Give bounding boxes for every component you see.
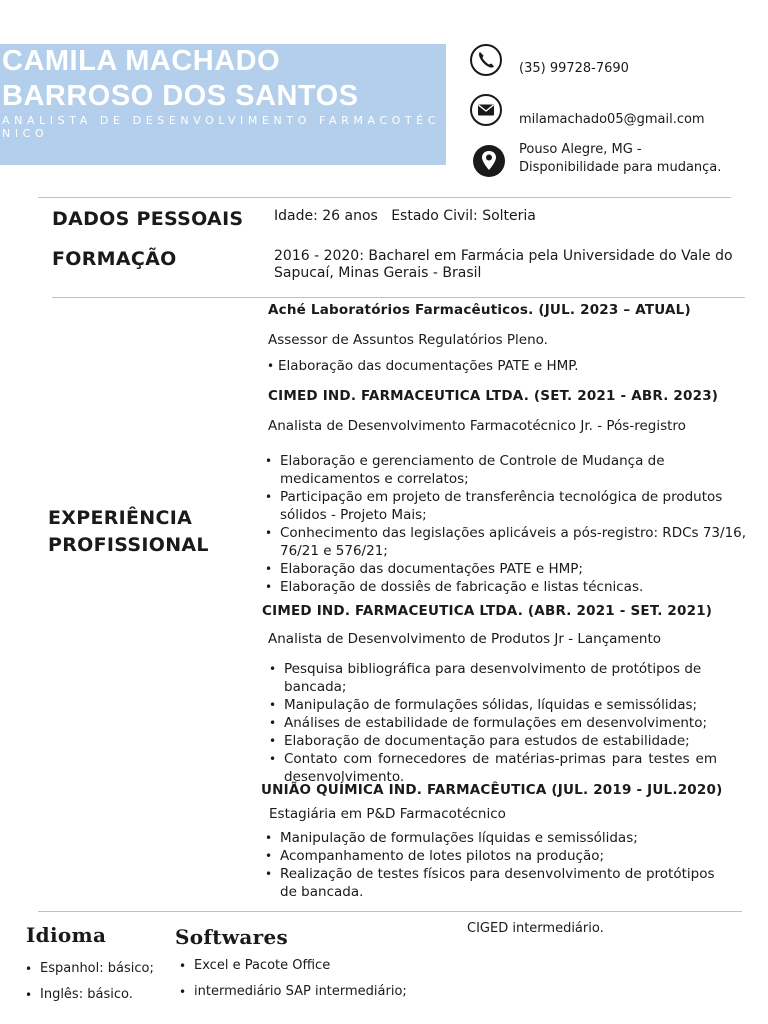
software-title: Softwares (175, 925, 289, 949)
list-item: • Inglês: básico. (23, 982, 183, 1008)
location-line-1: Pouso Alegre, MG - (519, 142, 642, 157)
experience-title-line-1: EXPERIÊNCIA (48, 507, 193, 529)
languages-title: Idioma (26, 923, 107, 947)
location-icon (472, 144, 506, 178)
list-item: • Análises de estabilidade de formulações em desenvolvimento; (267, 714, 717, 732)
email-icon (469, 93, 503, 127)
divider (38, 197, 731, 198)
job-bullets (265, 357, 745, 375)
list-item: • Participação em projeto de transferência tecnológica de produtos sólidos - Projeto Mais; (263, 488, 749, 524)
name-line-1: CAMILA MACHADO (2, 45, 281, 77)
job-subtitle: ANALISTA DE DESENVOLVIMENTO FARMACOTÉCNICO (2, 114, 441, 140)
job-bullets (263, 452, 749, 596)
job-company: Aché Laboratórios Farmacêuticos. (JUL. 2023 – ATUAL) (268, 302, 691, 318)
list-item: • Conhecimento das legislações aplicáveis a pós-registro: RDCs 73/16, 76/21 e 576/21; (263, 524, 749, 560)
list-item: • Elaboração e gerenciamento de Controle de Mudança de medicamentos e correlatos; (263, 452, 749, 488)
job-company: CIMED IND. FARMACEUTICA LTDA. (ABR. 2021 - SET. 2021) (262, 603, 713, 619)
personal-data-title: DADOS PESSOAIS (52, 208, 244, 230)
education-text: 2016 - 2020: Bacharel em Farmácia pela Universidade do Vale do Sapucaí, Minas Gerais - Brasil (274, 248, 733, 281)
job-bullets (263, 829, 723, 901)
list-item: • Realização de testes físicos para desenvolvimento de protótipos de bancada. (263, 865, 723, 901)
phone-text: (35) 99728-7690 (519, 61, 629, 76)
job-role: Assessor de Assuntos Regulatórios Pleno. (268, 332, 548, 348)
phone-icon (469, 43, 503, 77)
job-role: Estagiária em P&D Farmacotécnico (269, 806, 506, 822)
divider (38, 911, 742, 912)
job-company: CIMED IND. FARMACEUTICA LTDA. (SET. 2021 - ABR. 2023) (268, 388, 719, 404)
job-bullets (267, 660, 717, 786)
name-line-2: BARROSO DOS SANTOS (2, 80, 359, 112)
personal-data-text: Idade: 26 anos Estado Civil: Solteria (274, 208, 536, 224)
education-title: FORMAÇÃO (52, 248, 177, 270)
languages-list (23, 956, 183, 1008)
experience-title-line-2: PROFISSIONAL (48, 534, 209, 556)
list-item: • Elaboração das documentações PATE e HMP. (265, 357, 745, 375)
list-item: • Elaboração de dossiês de fabricação e listas técnicas. (263, 578, 749, 596)
job-role: Analista de Desenvolvimento Farmacotécnico Jr. - Pós-registro (268, 418, 686, 434)
list-item: • Espanhol: básico; (23, 956, 183, 982)
list-item: • Manipulação de formulações sólidas, líquidas e semissólidas; (267, 696, 717, 714)
list-item: • Manipulação de formulações líquidas e semissólidas; (263, 829, 723, 847)
list-item: • Excel e Pacote Office (177, 953, 437, 979)
list-item: • intermediário SAP intermediário; (177, 979, 437, 1005)
divider (52, 297, 745, 298)
list-item: • Elaboração de documentação para estudos de estabilidade; (267, 732, 717, 750)
list-item: • Acompanhamento de lotes pilotos na produção; (263, 847, 723, 865)
list-item: • Pesquisa bibliográfica para desenvolvimento de protótipos de bancada; (267, 660, 717, 696)
list-item: • Contato com fornecedores de matérias-primas para testes em desenvolvimento. (267, 750, 717, 786)
software-extra: CIGED intermediário. (467, 921, 604, 936)
job-company: UNIÃO QUÍMICA IND. FARMACÊUTICA (JUL. 2019 - JUL.2020) (261, 782, 723, 798)
software-list (177, 953, 437, 1005)
job-role: Analista de Desenvolvimento de Produtos Jr - Lançamento (268, 631, 661, 647)
location-line-2: Disponibilidade para mudança. (519, 160, 722, 175)
email-text: milamachado05@gmail.com (519, 112, 705, 127)
list-item: • Elaboração das documentações PATE e HMP; (263, 560, 749, 578)
